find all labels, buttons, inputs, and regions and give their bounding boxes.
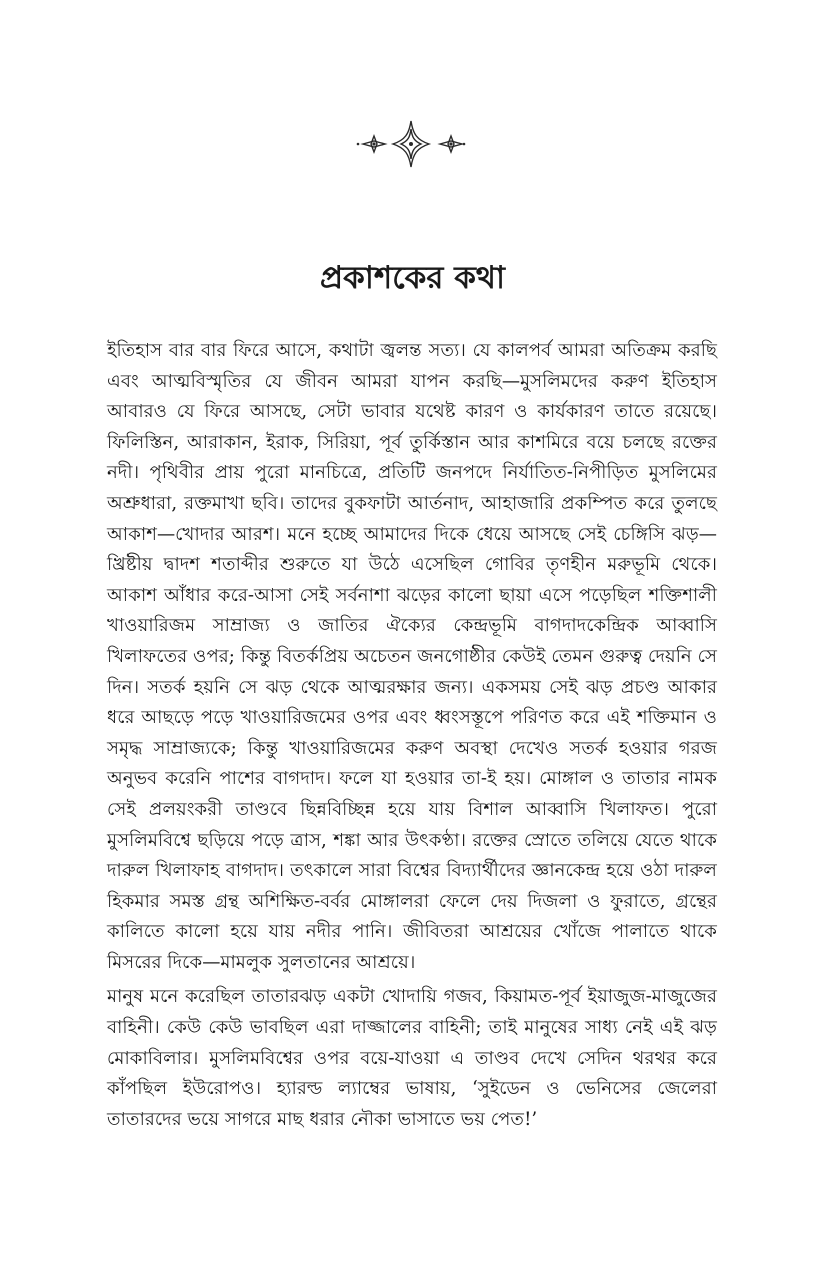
body-text — [107, 336, 717, 1139]
diamond-star-ornament-icon — [355, 118, 467, 170]
page-title: প্রকাশকের কথা — [320, 260, 505, 296]
paragraph: মানুষ মনে করেছিল তাতারঝড় একটা খোদায়ি গজব, কিয়ামত-পূর্ব ইয়াজুজ-মাজুজের বাহিনী। কেউ কেউ ভাবছিল এরা দাজ্জালের বাহিনী; তাই মানুষের সাধ্য নেই এই ঝড় মোকাবিলার। মুসলিমবিশ্বের ওপর বয়ে-যাওয়া এ তাণ্ডব দেখে সেদিন থরথর করে কাঁপছিল ইউরোপও। হ্যারল্ড ল্যাম্বের ভাষায়, ‘সুইডেন ও ভেনিসের জেলেরা তাতারদের ভয়ে সাগরে মাছ ধরার নৌকা ভাসাতে ভয় পেত!’ — [107, 986, 717, 1130]
paragraph: ইতিহাস বার বার ফিরে আসে, কথাটা জ্বলন্ত সত্য। যে কালপর্ব আমরা অতিক্রম করছি এবং আত্মবিস্মৃতির যে জীবন আমরা যাপন করছি—মুসলিমদের করুণ ইতিহাস আবারও যে ফিরে আসছে, সেটা ভাবার যথেষ্ট কারণ ও কার্যকারণ তাতে রয়েছে। ফিলিস্তিন, আরাকান, ইরাক, সিরিয়া, পূর্ব তুর্কিস্তান আর কাশমিরে বয়ে চলছে রক্তের নদী। পৃথিবীর প্রায় পুরো মানচিত্রে, প্রতিটি জনপদে নির্যাতিত-নিপীড়িত মুসলিমের অশ্রুধারা, রক্তমাখা ছবি। তাদের বুকফাটা আর্তনাদ, আহাজারি প্রকম্পিত করে তুলছে আকাশ—খোদার আরশ। মনে হচ্ছে আমাদের দিকে ধেয়ে আসছে সেই চেঙ্গিসি ঝড়—খ্রিষ্টীয় দ্বাদশ শতাব্দীর শুরুতে যা উঠে এসেছিল গোবির তৃণহীন মরুভূমি থেকে। আকাশ আঁধার করে-আসা সেই সর্বনাশা ঝড়ের কালো ছায়া এসে পড়েছিল শক্তিশালী খাওয়ারিজম সাম্রাজ্য ও জাতির ঐক্যের কেন্দ্রভূমি বাগদাদকেন্দ্রিক আব্বাসি খিলাফতের ওপর; কিন্তু বিতর্কপ্রিয় অচেতন জনগোষ্ঠীর কেউই তেমন গুরুত্ব দেয়নি সে দিন। সতর্ক হয়নি সে ঝড় থেকে আত্মরক্ষার জন্য। একসময় সেই ঝড় প্রচণ্ড আকার ধরে আছড়ে পড়ে খাওয়ারিজমের ওপর এবং ধ্বংসস্তূপে পরিণত করে এই শক্তিমান ও সমৃদ্ধ সাম্রাজ্যকে; কিন্তু খাওয়ারিজমের করুণ অবস্থা দেখেও সতর্ক হওয়ার গরজ অনুভব করেনি পাশের বাগদাদ। ফলে যা হওয়ার তা-ই হয়। মোঙ্গাল ও তাতার নামক সেই প্রলয়ংকরী তাণ্ডবে ছিন্নবিচ্ছিন্ন হয়ে যায় বিশাল আব্বাসি খিলাফত। পুরো মুসলিমবিশ্বে ছড়িয়ে পড়ে ত্রাস, শঙ্কা আর উৎকণ্ঠা। রক্তের স্রোতে তলিয়ে যেতে থাকে দারুল খিলাফাহ বাগদাদ। তৎকালে সারা বিশ্বের বিদ্যার্থীদের জ্ঞানকেন্দ্র হয়ে ওঠা দারুল হিকমার সমস্ত গ্রন্থ অশিক্ষিত-বর্বর মোঙ্গালরা ফেলে দেয় দিজলা ও ফুরাতে, গ্রন্থের কালিতে কালো হয়ে যায় নদীর পানি। জীবিতরা আশ্রয়ের খোঁজে পালাতে থাকে মিসরের দিকে—মামলুক সুলতানের আশ্রয়ে। — [107, 340, 717, 973]
